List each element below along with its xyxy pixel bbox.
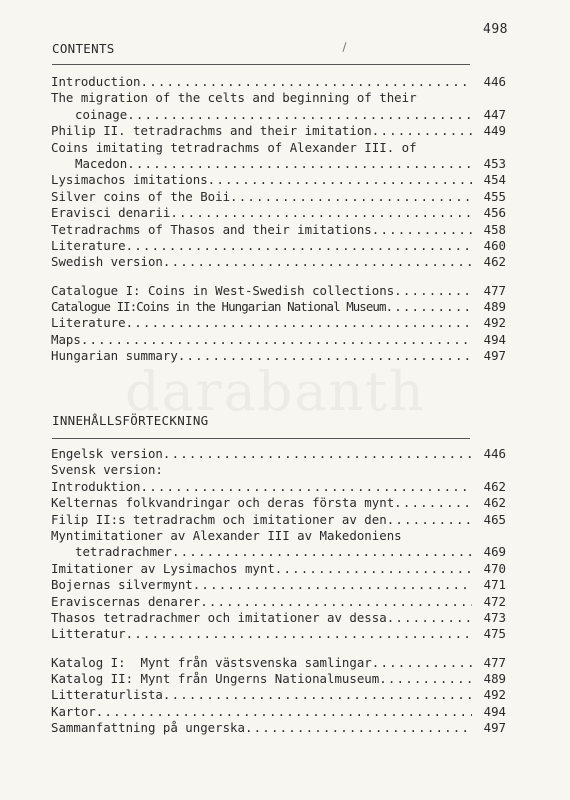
pen-mark	[342, 42, 346, 52]
toc-entry: Eraviscernas denarer ..... 472	[51, 594, 506, 610]
toc-entry: Introduction ..... 446	[51, 74, 506, 90]
toc-entry: Maps ..... 494	[51, 332, 506, 348]
toc-entry: Katalog II: Mynt från Ungerns Nationalmuseum ..... 489	[51, 671, 506, 687]
toc-entry: Thasos tetradrachmer och imitationer av dessa ..... 473	[51, 610, 506, 626]
page-number: 498	[483, 22, 508, 37]
toc-entry: Literature ..... 460	[51, 238, 506, 254]
toc-entry: Macedon ..... 453	[51, 156, 506, 172]
toc-entry: Bojernas silvermynt ..... 471	[51, 577, 506, 593]
toc-entry: Imitationer av Lysimachos mynt ..... 470	[51, 561, 506, 577]
toc-entry: Tetradrachms of Thasos and their imitations ..... 458	[51, 222, 506, 238]
toc-entry: Hungarian summary ..... 497	[51, 348, 506, 364]
innehall-list	[51, 446, 506, 737]
innehall-rule	[52, 438, 470, 439]
toc-entry: Silver coins of the Boii ..... 455	[51, 189, 506, 205]
toc-entry: Catalogue II:Coins in the Hungarian National Museum ..... 489	[51, 299, 506, 315]
toc-entry: Eravisci denarii ..... 456	[51, 205, 506, 221]
toc-entry: Lysimachos imitations ..... 454	[51, 172, 506, 188]
contents-heading: CONTENTS	[52, 41, 115, 56]
contents-list	[51, 74, 506, 365]
toc-entry: Kartor ..... 494	[51, 704, 506, 720]
toc-entry: The migration of the celts and beginning of their	[51, 90, 417, 106]
toc-entry: Myntimitationer av Alexander III av Makedoniens	[51, 527, 402, 543]
toc-entry: Swedish version ..... 462	[51, 254, 506, 270]
toc-entry: Coins imitating tetradrachms of Alexander III. of	[51, 139, 417, 155]
toc-entry: coinage ..... 447	[51, 107, 506, 123]
toc-entry: Introduktion ..... 462	[51, 479, 506, 495]
toc-entry: Literature ..... 492	[51, 315, 506, 331]
toc-entry: Svensk version:	[51, 462, 163, 478]
toc-entry: Litteraturlista ..... 492	[51, 687, 506, 703]
toc-entry: Catalogue I: Coins in West-Swedish collections ..... 477	[51, 283, 506, 299]
toc-entry: Kelternas folkvandringar och deras första mynt ..... 462	[51, 495, 506, 511]
toc-entry: Sammanfattning på ungerska ..... 497	[51, 720, 506, 736]
toc-entry: Engelsk version ..... 446	[51, 446, 506, 462]
toc-entry: Filip II:s tetradrachm och imitationer av den ..... 465	[51, 512, 506, 528]
toc-entry: Litteratur ..... 475	[51, 626, 506, 642]
toc-entry: tetradrachmer ..... 469	[51, 544, 506, 560]
toc-entry: Katalog I: Mynt från västsvenska samlingar ..... 477	[51, 655, 506, 671]
toc-entry: Philip II. tetradrachms and their imitation ..... 449	[51, 123, 506, 139]
contents-rule	[52, 64, 470, 65]
innehall-heading: INNEHÅLLSFÖRTECKNING	[52, 413, 209, 428]
